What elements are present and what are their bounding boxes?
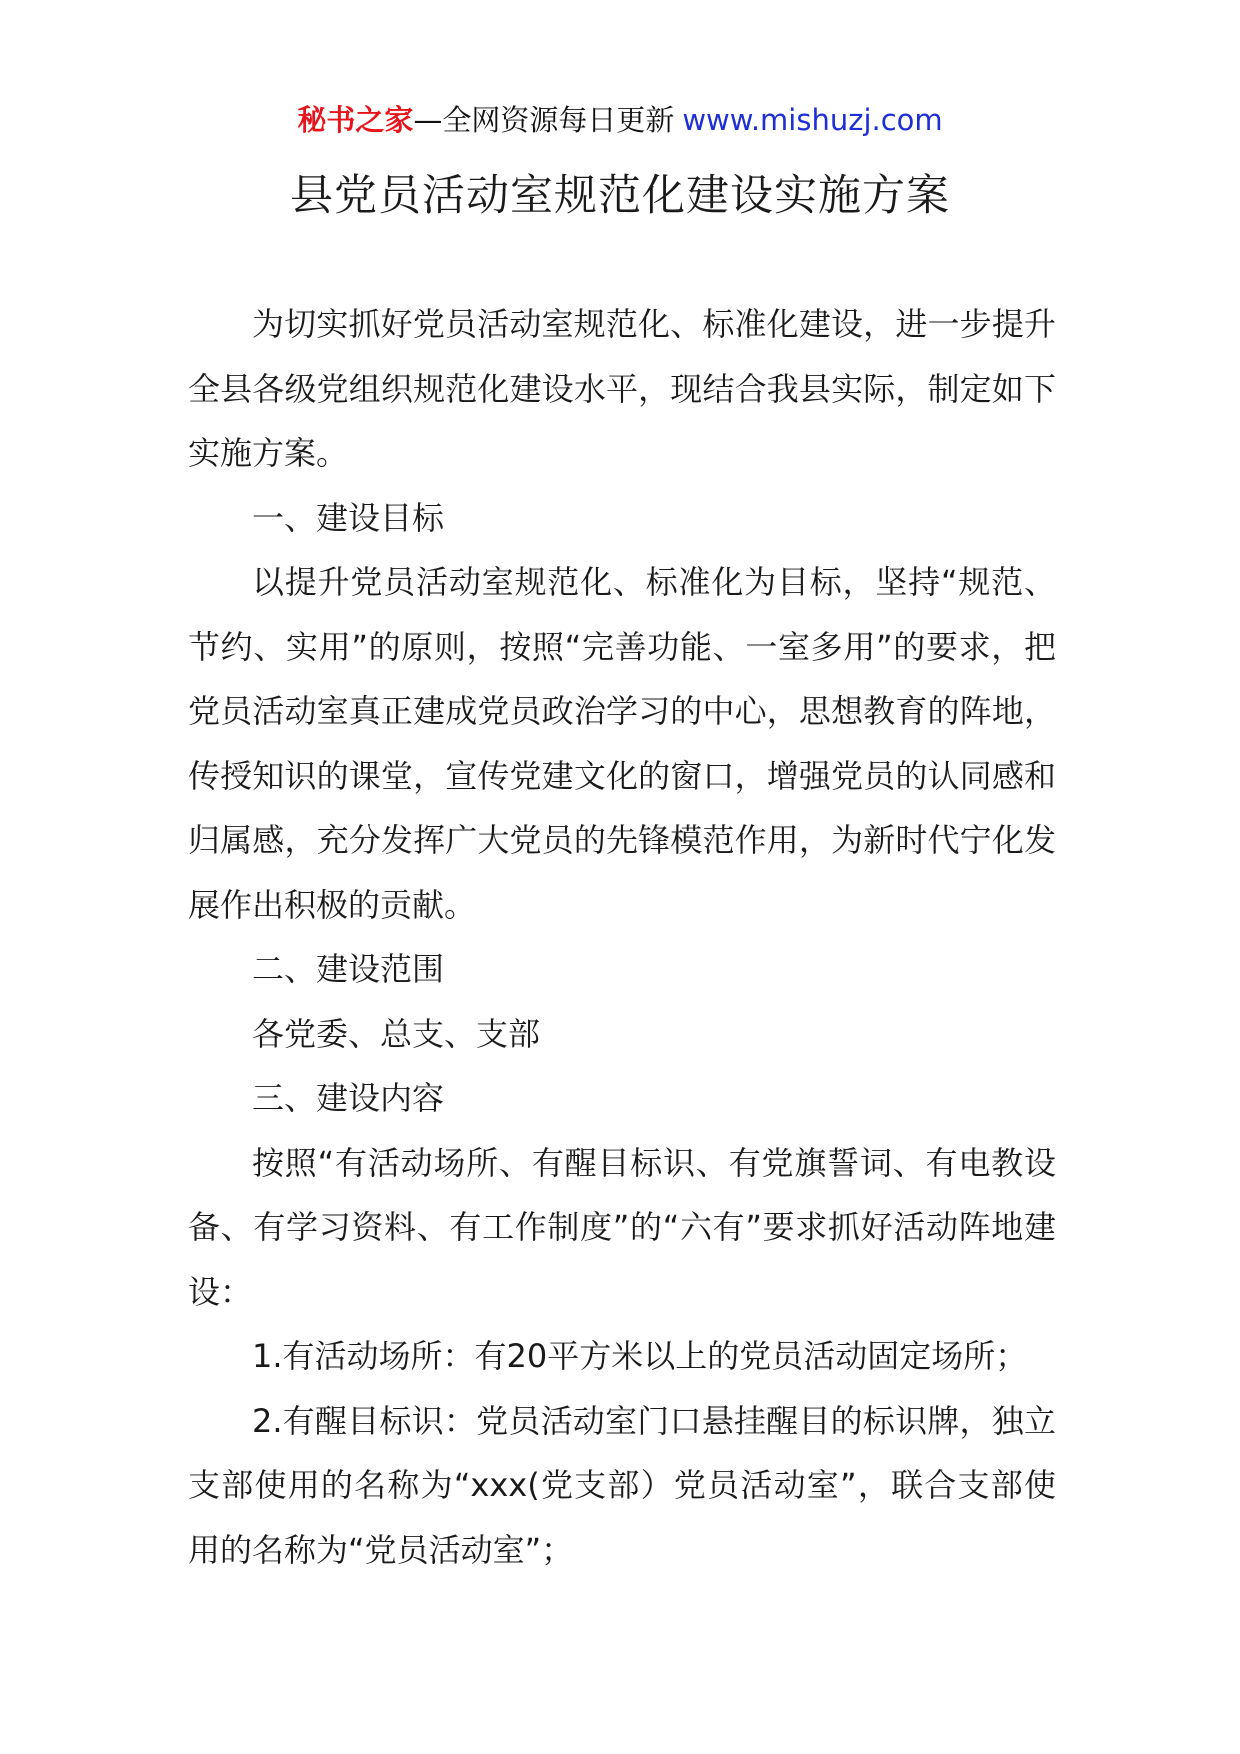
site-url-link[interactable]: www.mishuzj.com (682, 103, 943, 137)
goals-paragraph: 以提升党员活动室规范化、标准化为目标，坚持“规范、节约、实用”的原则，按照“完善功能、一室多用”的要求，把党员活动室真正建成党员政治学习的中心，思想教育的阵地，传授知识的课堂，宣传党建文化的窗口，增强党员的认同感和归属感，充分发挥广大党员的先锋模范作用，为新时代宁化发展作出积极的贡献。 (188, 563, 1056, 924)
site-tagline: —全网资源每日更新 (413, 103, 675, 137)
site-header (0, 100, 1240, 140)
document-title: 县党员活动室规范化建设实施方案 (290, 171, 950, 221)
brand-name: 秘书之家 (297, 103, 414, 137)
list-item: 1.有活动场所：有20平方米以上的党员活动固定场所； (252, 1337, 1028, 1375)
section-heading-scope: 二、建设范围 (252, 950, 445, 988)
list-item: 2.有醒目标识：党员活动室门口悬挂醒目的标识牌，独立支部使用的名称为“xxx(党支部）党员活动室”，联合支部使用的名称为“党员活动室”； (188, 1401, 1056, 1569)
section-heading-content: 三、建设内容 (252, 1079, 445, 1117)
intro-paragraph: 为切实抓好党员活动室规范化、标准化建设，进一步提升全县各级党组织规范化建设水平，现结合我县实际，制定如下实施方案。 (188, 305, 1056, 472)
document-body (188, 292, 1056, 1582)
section-heading-goals: 一、建设目标 (252, 498, 445, 537)
scope-paragraph: 各党委、总支、支部 (252, 1014, 541, 1053)
content-paragraph: 按照“有活动场所、有醒目标识、有党旗誓词、有电教设备、有学习资料、有工作制度”的“六有”要求抓好活动阵地建设： (188, 1143, 1056, 1311)
